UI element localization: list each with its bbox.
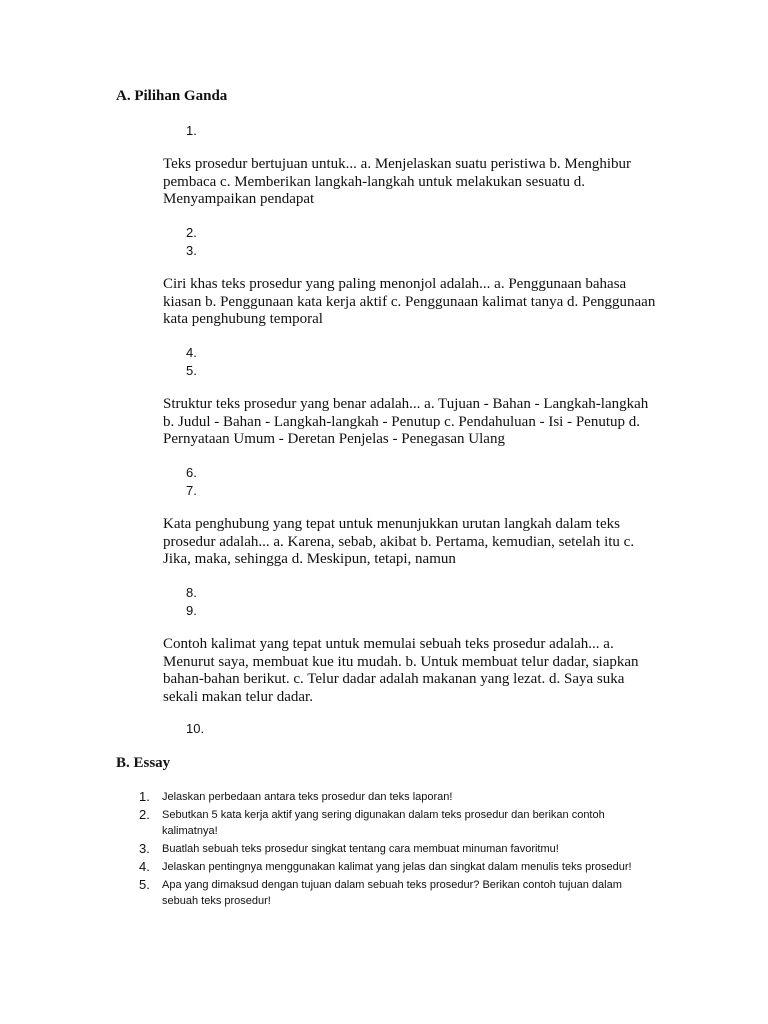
essay-number: 1. xyxy=(139,789,150,804)
list-number-3: 3. xyxy=(186,243,197,258)
question-1: Teks prosedur bertujuan untuk... a. Menjelaskan suatu peristiwa b. Menghibur pembaca c. Memberikan langkah-langkah untuk melakukan sesuatu d. Menyampaikan pendapat xyxy=(163,156,632,207)
list-number-8: 8. xyxy=(186,585,197,600)
essay-number: 3. xyxy=(139,841,150,856)
list-number-1: 1. xyxy=(186,123,197,138)
essay-item xyxy=(139,841,659,857)
essay-item xyxy=(139,877,659,909)
essay-number: 2. xyxy=(139,807,150,822)
section-b-title: B. Essay xyxy=(116,755,171,771)
essay-question-text: Apa yang dimaksud dengan tujuan dalam sebuah teks prosedur? Berikan contoh tujuan dalam sebuah teks prosedur! xyxy=(162,879,622,907)
list-number-9: 9. xyxy=(186,603,197,618)
essay-list xyxy=(139,789,659,911)
section-a-title: A. Pilihan Ganda xyxy=(116,88,228,104)
question-4: Kata penghubung yang tepat untuk menunjukkan urutan langkah dalam teks prosedur adalah... a. Karena, sebab, akibat b. Pertama, kemudian, setelah itu c. Jika, maka, sehingga d. Meskipun, tetapi, namun xyxy=(163,516,635,567)
question-5: Contoh kalimat yang tepat untuk memulai sebuah teks prosedur adalah... a. Menurut saya, membuat kue itu mudah. b. Untuk membuat telur dadar, siapkan bahan-bahan berikut. c. Telur dadar adalah makanan yang lezat. d. Saya suka sekali makan telur dadar. xyxy=(163,636,639,705)
essay-item xyxy=(139,807,659,839)
list-number-4: 4. xyxy=(186,345,197,360)
question-2: Ciri khas teks prosedur yang paling menonjol adalah... a. Penggunaan bahasa kiasan b. Penggunaan kata kerja aktif c. Penggunaan kalimat tanya d. Penggunaan kata penghubung temporal xyxy=(163,276,656,327)
list-number-2: 2. xyxy=(186,225,197,240)
list-number-6: 6. xyxy=(186,465,197,480)
essay-number: 4. xyxy=(139,859,150,874)
essay-question-text: Buatlah sebuah teks prosedur singkat tentang cara membuat minuman favoritmu! xyxy=(162,843,559,855)
essay-item xyxy=(139,789,659,805)
essay-question-text: Sebutkan 5 kata kerja aktif yang sering digunakan dalam teks prosedur dan berikan contoh kalimatnya! xyxy=(162,809,605,837)
list-number-10: 10. xyxy=(186,721,205,736)
list-number-5: 5. xyxy=(186,363,197,378)
essay-question-text: Jelaskan perbedaan antara teks prosedur dan teks laporan! xyxy=(162,791,453,803)
essay-question-text: Jelaskan pentingnya menggunakan kalimat yang jelas dan singkat dalam menulis teks prosedur! xyxy=(162,861,632,873)
essay-item xyxy=(139,859,659,875)
essay-number: 5. xyxy=(139,877,150,892)
list-number-7: 7. xyxy=(186,483,197,498)
question-3: Struktur teks prosedur yang benar adalah... a. Tujuan - Bahan - Langkah-langkah b. Judul - Bahan - Langkah-langkah - Penutup c. Pendahuluan - Isi - Penutup d. Pernyataan Umum - Deretan Penjelas - Penegasan Ulang xyxy=(163,396,649,447)
